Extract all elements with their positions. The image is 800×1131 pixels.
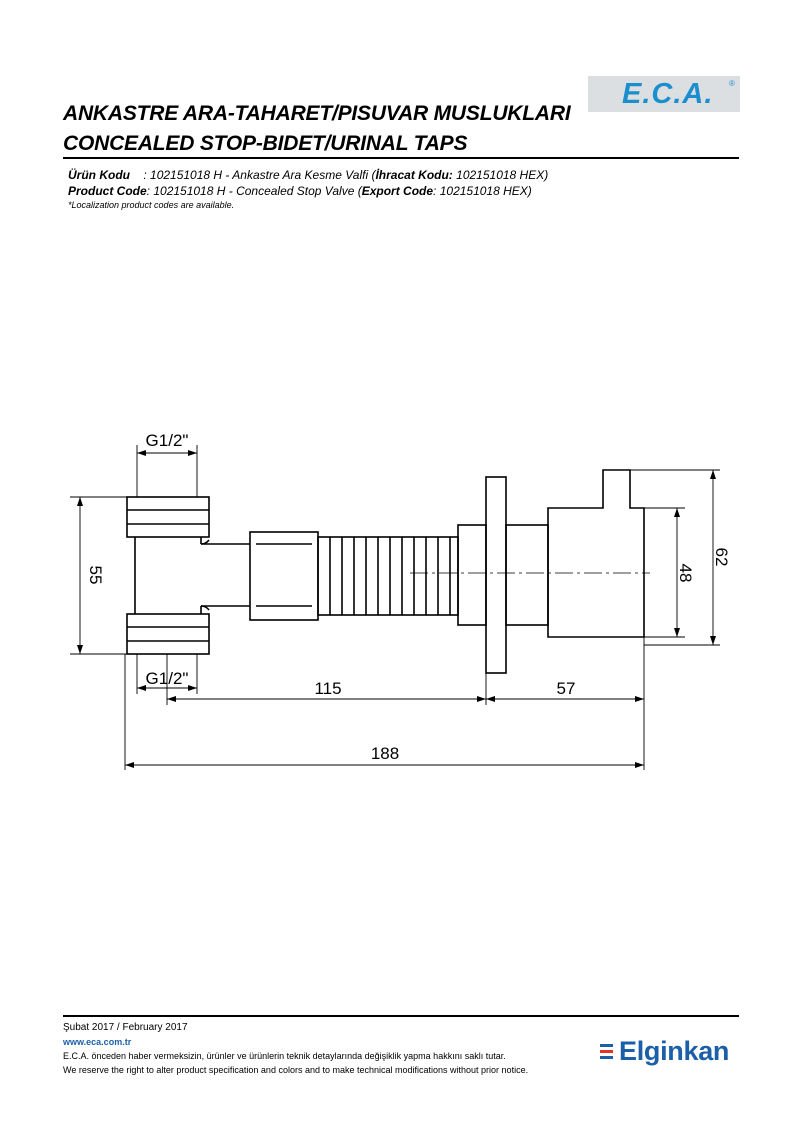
dim-height-62: 62	[712, 547, 731, 567]
product-code-en-text: 102151018 H - Concealed Stop Valve (	[153, 184, 362, 198]
product-code-en-sep: :	[146, 184, 154, 198]
elginkan-logo	[600, 1034, 729, 1068]
registered-mark: ®	[729, 79, 735, 88]
elginkan-mark-icon	[600, 1044, 613, 1059]
mark-bar-2	[600, 1050, 613, 1053]
eca-logo: E.C.A.	[622, 78, 714, 110]
top-nut	[127, 497, 209, 537]
footer-disclaimer-en: We reserve the right to alter product specification and colors and to make technical modifications without prior notice.	[63, 1065, 529, 1075]
dim-total-188: 188	[370, 744, 400, 763]
dim-thread-top: G1/2"	[145, 431, 189, 450]
footer-date: Şubat 2017 / February 2017	[63, 1022, 188, 1033]
product-code-en-label: Product Code	[68, 184, 147, 198]
ribbed-spindle	[318, 537, 458, 615]
footer-rule	[63, 1015, 739, 1017]
dim-height-55: 55	[86, 565, 105, 585]
bottom-nut	[127, 614, 209, 654]
dim-length-57: 57	[556, 679, 576, 698]
handle	[548, 470, 644, 637]
title-english: CONCEALED STOP-BIDET/URINAL TAPS	[63, 132, 468, 155]
dim-height-48: 48	[676, 563, 695, 583]
valve-body	[127, 470, 644, 673]
dim-length-115: 115	[314, 679, 342, 698]
elginkan-wordmark: Elginkan	[619, 1035, 730, 1066]
mark-bar-1	[600, 1044, 613, 1047]
title-turkish: ANKASTRE ARA-TAHARET/PISUVAR MUSLUKLARI	[63, 102, 571, 125]
export-code-en-value: : 102151018 HEX)	[433, 184, 532, 198]
export-code-tr-label: İhracat Kodu:	[375, 168, 453, 182]
mark-bar-3	[600, 1056, 613, 1059]
flange	[486, 477, 506, 673]
footer-disclaimer-tr: E.C.A. önceden haber vermeksizin, ürünler ve ürünlerin teknik detaylarında değişiklik yapma hakkını saklı tutar.	[63, 1051, 506, 1061]
export-code-tr-value: 102151018 HEX)	[452, 168, 549, 182]
product-code-tr-label: Ürün Kodu	[68, 168, 130, 182]
dim-thread-bottom: G1/2"	[145, 669, 189, 688]
localization-note: *Localization product codes are available.	[68, 200, 235, 210]
product-code-tr-sep: :	[130, 168, 151, 182]
footer-url[interactable]: www.eca.com.tr	[63, 1037, 132, 1047]
export-code-en-label: Export Code	[361, 184, 434, 198]
product-code-tr-text: 102151018 H - Ankastre Ara Kesme Valfi (	[150, 168, 376, 182]
